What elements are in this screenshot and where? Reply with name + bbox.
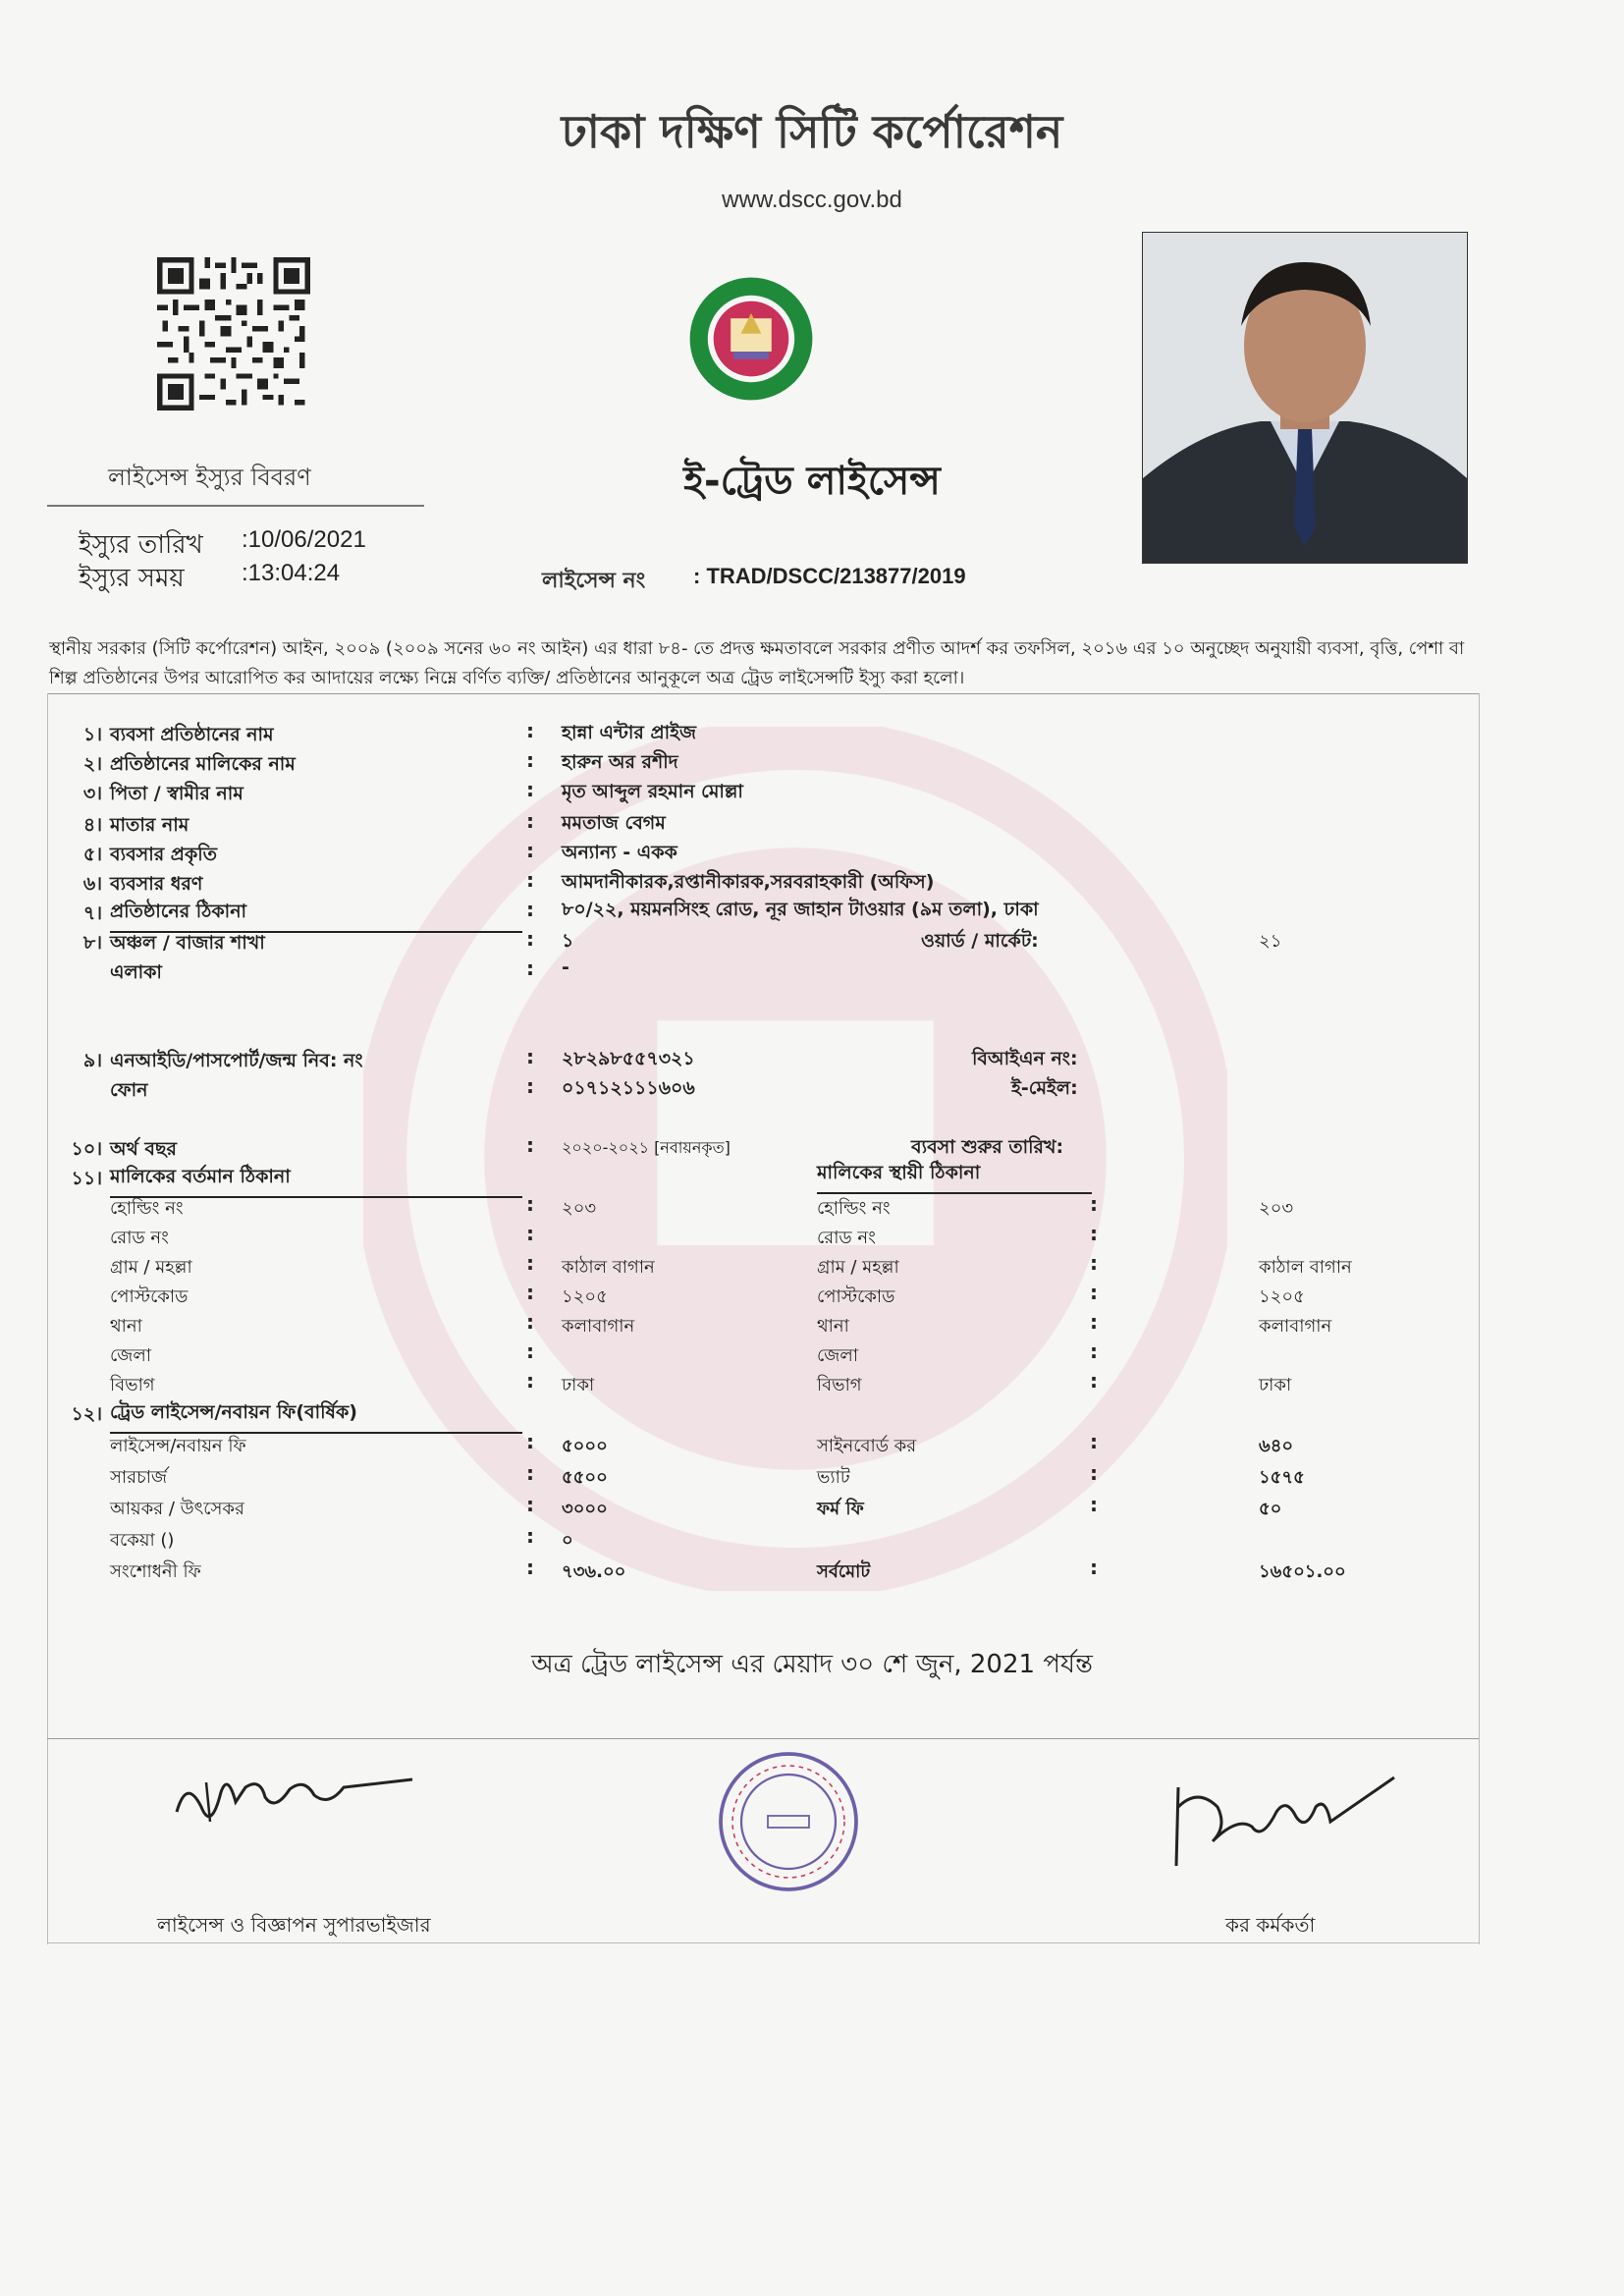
zone-value: ১ [562, 930, 574, 952]
colon: : [1090, 1556, 1098, 1579]
colon: : [526, 1192, 534, 1216]
permanent-address-value: ১২০৫ [1259, 1286, 1305, 1307]
address-row-label: হোল্ডিং নং [110, 1198, 184, 1219]
colon: : [1090, 1339, 1098, 1363]
colon: : [1090, 1222, 1098, 1245]
field-number: ১১। [71, 1168, 102, 1189]
field-number: ৭। [82, 902, 102, 924]
issue-date-value: :10/06/2021 [242, 526, 366, 553]
colon: : [526, 839, 534, 862]
office-seal-icon [715, 1748, 862, 1895]
colon: : [526, 868, 534, 892]
license-number-label: লাইসেন্স নং [542, 569, 646, 593]
field-value: আমদানীকারক,রপ্তানীকারক,সরবরাহকারী (অফিস) [562, 871, 935, 893]
address-row-label: জেলা [817, 1345, 859, 1366]
divider [47, 693, 1479, 694]
field-value: মৃত আব্দুল রহমান মোল্লা [562, 781, 743, 802]
total-label: সর্বমোট [817, 1561, 871, 1582]
supervisor-title: লাইসেন্স ও বিজ্ঞাপন সুপারভাইজার [157, 1913, 431, 1937]
colon: : [526, 809, 534, 833]
colon: : [1090, 1310, 1098, 1334]
fee-value: ৫৫০০ [562, 1467, 608, 1488]
address-row-label: বিভাগ [817, 1375, 862, 1395]
fee-value: ৫০ [1259, 1499, 1282, 1519]
colon: : [1090, 1281, 1098, 1304]
address-row-label: থানা [110, 1316, 142, 1337]
address-row-label: পোস্টকোড [817, 1286, 895, 1307]
colon: : [526, 1430, 534, 1453]
fee-label: সাইনবোর্ড কর [817, 1436, 917, 1456]
field-number: ১২। [71, 1403, 102, 1425]
colon: : [526, 1369, 534, 1393]
area-label: এলাকা [110, 961, 162, 983]
colon: : [526, 1133, 534, 1157]
field-number: ৪। [82, 814, 102, 836]
permanent-address-value: কাঠাল বাগান [1259, 1257, 1352, 1278]
tax-officer-title: কর কর্মকর্তা [1225, 1913, 1316, 1937]
divider [47, 693, 48, 1944]
fee-label: ভ্যাট [817, 1467, 850, 1488]
field-label: ব্যবসা প্রতিষ্ঠানের নাম [110, 724, 274, 745]
fee-value: ০ [562, 1530, 573, 1551]
fiscal-year-value: ২০২০-২০২১ [নবায়নকৃত] [562, 1138, 731, 1157]
field-value: হান্না এন্টার প্রাইজ [562, 722, 697, 743]
fee-label: আয়কর / উৎসেকর [110, 1499, 244, 1519]
issue-details-heading: লাইসেন্স ইস্যুর বিবরণ [108, 464, 311, 491]
colon: : [526, 1251, 534, 1275]
colon: : [526, 1045, 534, 1068]
present-address-value: কাঠাল বাগান [562, 1257, 655, 1278]
fee-value: ৩০০০ [562, 1499, 608, 1519]
issue-time-label: ইস্যুর সময় [79, 564, 185, 593]
supervisor-signature [167, 1738, 422, 1856]
license-number-value: : TRAD/DSCC/213877/2019 [693, 564, 966, 588]
dscc-logo-icon [687, 275, 815, 403]
field-number: ৬। [82, 873, 102, 895]
field-value: হারুন অর রশীদ [562, 751, 678, 773]
colon: : [526, 748, 534, 772]
divider [47, 1942, 1479, 1943]
field-number: ৯। [82, 1050, 102, 1071]
present-address-value: ১২০৫ [562, 1286, 608, 1307]
field-number: ৮। [82, 932, 102, 954]
fiscal-year-label: অর্থ বছর [110, 1138, 177, 1160]
permanent-address-value: কলাবাগান [1259, 1316, 1332, 1337]
colon: : [526, 1222, 534, 1245]
field-label: পিতা / স্বামীর নাম [110, 783, 244, 804]
colon: : [526, 927, 534, 951]
issue-date-label: ইস্যুর তারিখ [79, 530, 203, 560]
address-row-label: পোস্টকোড [110, 1286, 189, 1307]
colon: : [1090, 1461, 1098, 1485]
permanent-address-value: ঢাকা [1259, 1375, 1292, 1395]
field-number: ৫। [82, 844, 102, 865]
fee-value: ৬৪০ [1259, 1436, 1294, 1456]
present-address-value: কলাবাগান [562, 1316, 635, 1337]
area-value: - [562, 957, 569, 978]
address-row-label: রোড নং [817, 1228, 876, 1248]
phone-label: ফোন [110, 1079, 148, 1101]
colon: : [526, 1524, 534, 1548]
preamble-text: স্থানীয় সরকার (সিটি কর্পোরেশন) আইন, ২০০৯ (২০০৯ সনের ৬০ নং আইন) এর ধারা ৮৪- তে প্রদত্ত ক্ষমতাবলে সরকার প্রণীত আদর্শ কর তফসিল, ২০১৬ এর ১০ অনুচ্ছেদ অনুযায়ী ব্যবসা, বৃত্তি, পেশা বা শিল্প প্রতিষ্ঠানের উপর আরোপিত কর আদায়ের লক্ষ্যে নিম্নে বর্ণিত ব্যক্তি/ প্রতিষ্ঠানের আনুকূলে অত্র ট্রেড লাইসেন্সটি ইস্যু করা হলো। [49, 638, 1465, 688]
colon: : [526, 1493, 534, 1516]
colon: : [1090, 1251, 1098, 1275]
fee-label: লাইসেন্স/নবায়ন ফি [110, 1436, 246, 1456]
address-row-label: জেলা [110, 1345, 152, 1366]
nid-value: ২৮২৯৮৫৫৭৩২১ [562, 1048, 695, 1069]
colon: : [526, 1281, 534, 1304]
phone-value: ০১৭১২১১১৬০৬ [562, 1077, 695, 1099]
email-label: ই-মেইল: [1011, 1077, 1078, 1099]
fee-label: ফর্ম ফি [817, 1499, 864, 1519]
field-value: মমতাজ বেগম [562, 812, 666, 834]
total-value: ১৬৫০১.০০ [1259, 1561, 1346, 1582]
colon: : [526, 1339, 534, 1363]
city-corporation-title: ঢাকা দক্ষিণ সিটি কর্পোরেশন [561, 105, 1063, 158]
colon: : [526, 719, 534, 742]
issue-time-value: :13:04:24 [242, 560, 341, 586]
colon: : [1090, 1493, 1098, 1516]
fee-value: ৫০০০ [562, 1436, 608, 1456]
validity-statement: অত্র ট্রেড লাইসেন্স এর মেয়াদ ৩০ শে জুন, 2021 পর্যন্ত [531, 1650, 1093, 1679]
ward-value: ২১ [1259, 931, 1282, 952]
present-address-heading: মালিকের বর্তমান ঠিকানা [110, 1163, 522, 1198]
bin-label: বিআইএন নং: [972, 1048, 1078, 1069]
field-label: মাতার নাম [110, 814, 189, 836]
divider [47, 505, 424, 507]
colon: : [1090, 1430, 1098, 1453]
fee-value: ১৫৭৫ [1259, 1467, 1305, 1488]
field-value: অন্যান্য - একক [562, 842, 677, 863]
field-value: ৮০/২২, ময়মনসিংহ রোড, নূর জাহান টাওয়ার (৯ম তলা), ঢাকা [562, 899, 1039, 920]
field-number: ১০। [71, 1138, 102, 1160]
field-label: ব্যবসার প্রকৃতি [110, 844, 217, 865]
address-row-label: গ্রাম / মহল্লা [110, 1257, 192, 1278]
watermark-seal-icon [363, 727, 1227, 1591]
address-row-label: থানা [817, 1316, 849, 1337]
fee-label: সংশোধনী ফি [110, 1561, 201, 1582]
colon: : [526, 898, 534, 921]
zone-label: অঞ্চল / বাজার শাখা [110, 932, 265, 954]
field-label: ব্যবসার ধরণ [110, 873, 203, 895]
fee-label: বকেয়া () [110, 1530, 175, 1551]
colon: : [526, 1074, 534, 1098]
colon: : [526, 778, 534, 801]
field-number: ৩। [82, 783, 102, 804]
colon: : [1090, 1369, 1098, 1393]
fees-heading: ট্রেড লাইসেন্স/নবায়ন ফি(বার্ষিক) [110, 1398, 522, 1434]
address-row-label: রোড নং [110, 1228, 169, 1248]
colon: : [526, 1461, 534, 1485]
address-row-label: গ্রাম / মহল্লা [817, 1257, 899, 1278]
colon: : [526, 1556, 534, 1579]
field-number: ২। [82, 753, 102, 775]
field-label: প্রতিষ্ঠানের ঠিকানা [110, 898, 522, 933]
business-start-label: ব্যবসা শুরুর তারিখ: [911, 1136, 1064, 1158]
field-label: প্রতিষ্ঠানের মালিকের নাম [110, 753, 296, 775]
divider [1479, 693, 1480, 1944]
ward-label: ওয়ার্ড / মার্কেট: [921, 930, 1039, 952]
address-row-label: হোল্ডিং নং [817, 1198, 891, 1219]
fee-label: সারচার্জ [110, 1467, 168, 1488]
permanent-address-value: ২০৩ [1259, 1198, 1294, 1219]
present-address-value: ২০৩ [562, 1198, 597, 1219]
nid-label: এনআইডি/পাসপোর্ট/জন্ম নিব: নং [110, 1050, 363, 1071]
address-row-label: বিভাগ [110, 1375, 155, 1395]
document-title: ই-ট্রেড লাইসেন্স [683, 459, 941, 504]
colon: : [1090, 1192, 1098, 1216]
qr-code-icon [152, 257, 315, 410]
tax-officer-signature [1159, 1758, 1404, 1876]
colon: : [526, 957, 534, 980]
permanent-address-heading: মালিকের স্থায়ী ঠিকানা [817, 1159, 1092, 1194]
field-number: ১। [82, 724, 102, 745]
colon: : [526, 1310, 534, 1334]
fee-value: ৭৩৬.০০ [562, 1561, 626, 1582]
website-url[interactable]: www.dscc.gov.bd [722, 187, 902, 213]
present-address-value: ঢাকা [562, 1375, 595, 1395]
